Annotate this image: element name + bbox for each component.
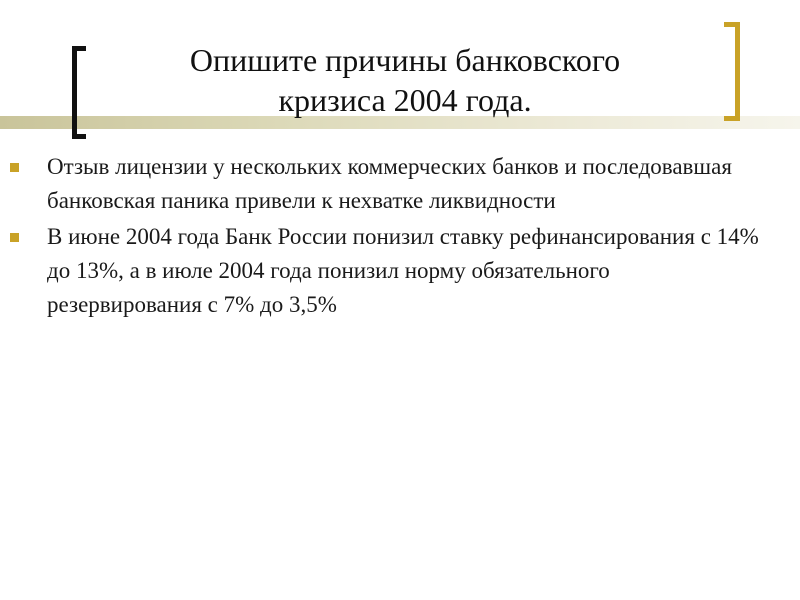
square-bullet-icon: [10, 163, 19, 172]
slide-title: [105, 40, 705, 120]
slide-title-line-2: кризиса 2004 года.: [278, 82, 532, 118]
left-bracket-decoration: [72, 46, 86, 139]
right-bracket-decoration: [724, 22, 740, 121]
bullet-item-1: [0, 150, 800, 218]
bullet-list: [0, 150, 800, 324]
bullet-item-2: [0, 220, 800, 322]
bullet-text-2: В июне 2004 года Банк России понизил ставку рефинансирования с 14% до 13%, а в июле 2004 года понизил норму обязательного резервирования с 7% до 3,5%: [47, 224, 759, 317]
bullet-text-1: Отзыв лицензии у нескольких коммерческих банков и последовавшая банковская паника привели к нехватке ликвидности: [47, 154, 732, 213]
square-bullet-icon: [10, 233, 19, 242]
slide-title-line-1: Опишите причины банковского: [189, 42, 621, 78]
